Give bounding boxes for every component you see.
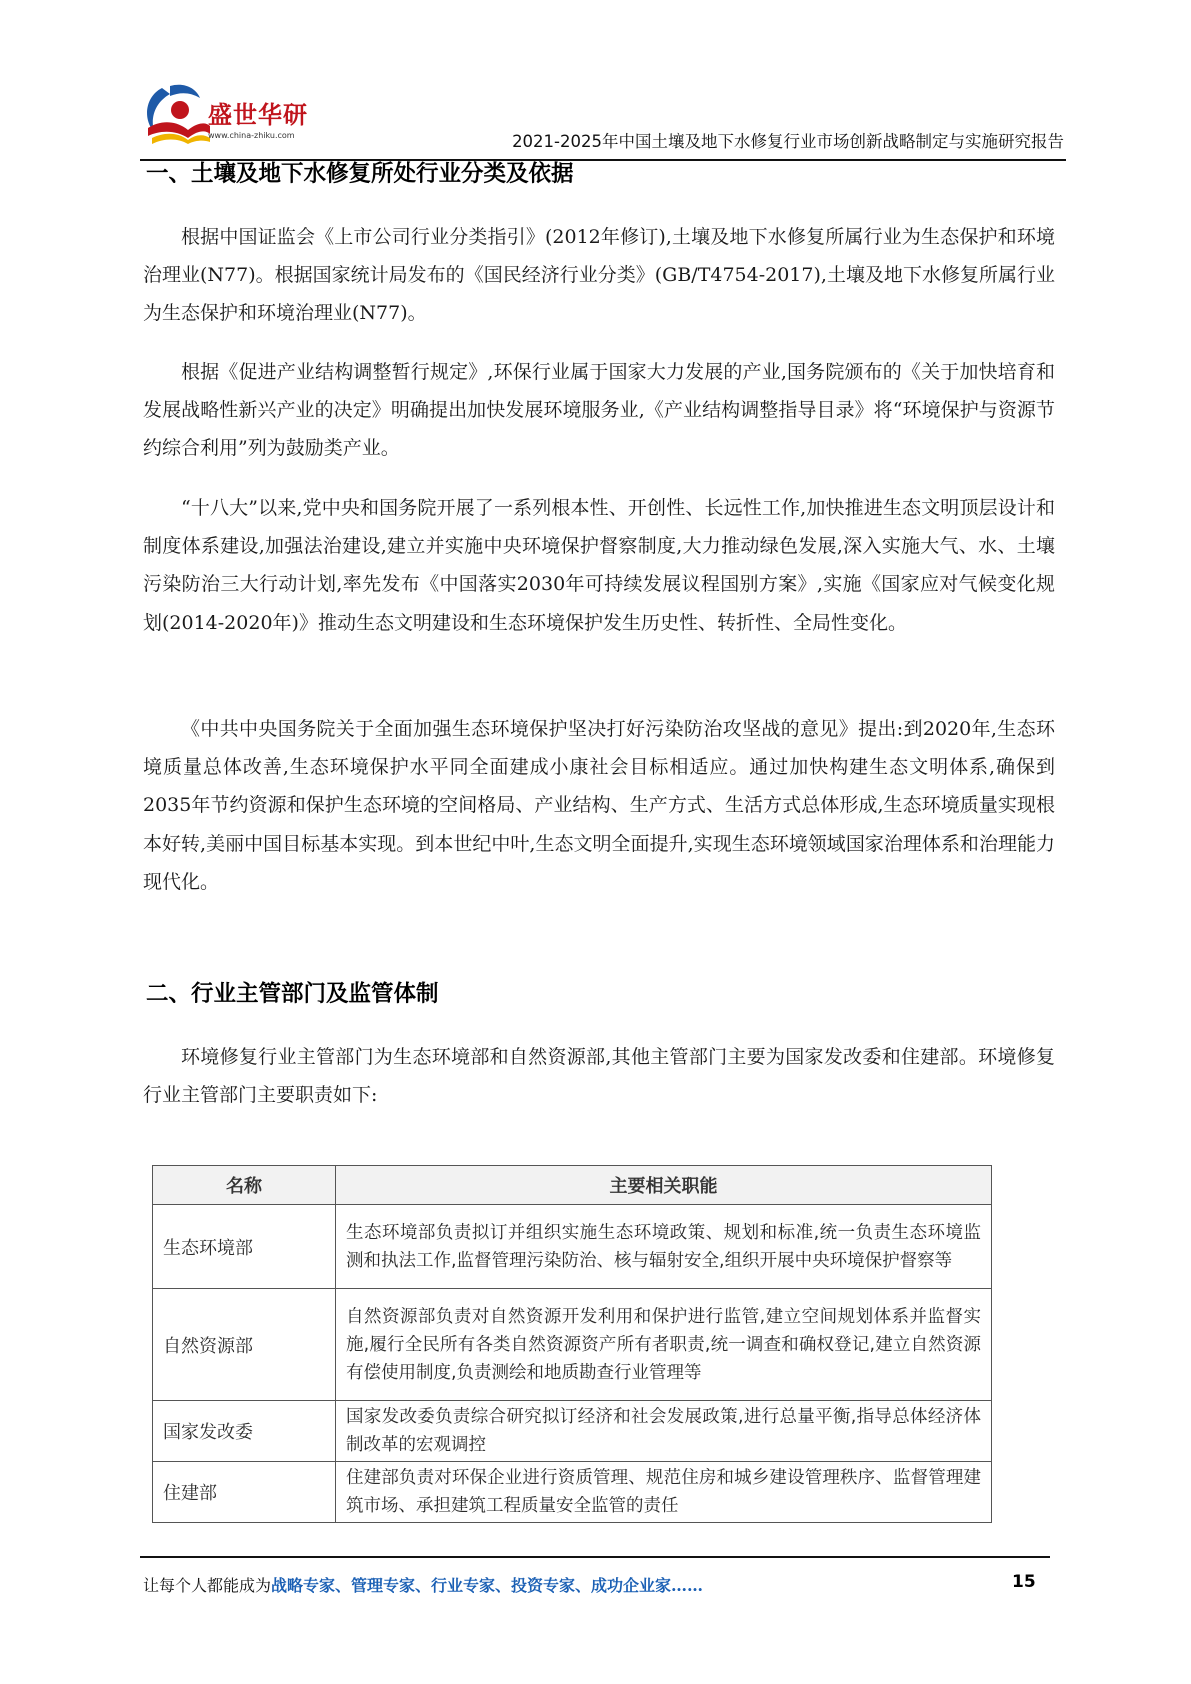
department-name: 生态环境部	[153, 1205, 336, 1289]
footer-slogan	[143, 1573, 703, 1596]
department-name: 住建部	[153, 1462, 336, 1523]
section-1-paragraph-3: “十八大”以来,党中央和国务院开展了一系列根本性、开创性、长远性工作,加快推进生态文明顶层设计和制度体系建设,加强法治建设,建立并实施中央环境保护督察制度,大力推动绿色发展,深入实施大气、水、土壤污染防治三大行动计划,率先发布《中国落实2030年可持续发展议程国别方案》,实施《国家应对气候变化规划(2014-2020年)》推动生态文明建设和生态环境保护发生历史性、转折性、全局性变化。	[143, 497, 1055, 634]
table-row	[153, 1401, 992, 1462]
section-1-paragraph-4: 《中共中央国务院关于全面加强生态环境保护坚决打好污染防治攻坚战的意见》提出:到2020年,生态环境质量总体改善,生态环境保护水平同全面建成小康社会目标相适应。通过加快构建生态文明体系,确保到2035年节约资源和保护生态环境的空间格局、产业结构、生产方式、生活方式总体形成,生态环境质量实现根本好转,美丽中国目标基本实现。到本世纪中叶,生态文明全面提升,实现生态环境领域国家治理体系和治理能力现代化。	[143, 718, 1055, 893]
table-header-name: 名称	[153, 1166, 336, 1205]
logo-name: 盛世华研	[208, 101, 308, 129]
table-row	[153, 1205, 992, 1289]
slogan-prefix: 让每个人都能成为	[143, 1576, 272, 1595]
report-title: 2021-2025年中国土壤及地下水修复行业市场创新战略制定与实施研究报告	[512, 132, 1064, 151]
department-duty: 住建部负责对环保企业进行资质管理、规范住房和城乡建设管理秩序、监督管理建筑市场、承担建筑工程质量安全监管的责任	[336, 1462, 992, 1523]
department-duty: 生态环境部负责拟订并组织实施生态环境政策、规划和标准,统一负责生态环境监测和执法工作,监督管理污染防治、核与辐射安全,组织开展中央环境保护督察等	[336, 1205, 992, 1289]
page-number: 15	[1012, 1572, 1036, 1592]
footer-divider	[140, 1556, 1050, 1558]
slogan-highlight: 战略专家、管理专家、行业专家、投资专家、成功企业家……	[271, 1576, 704, 1595]
department-name: 国家发改委	[153, 1401, 336, 1462]
section-2-paragraph-1: 环境修复行业主管部门为生态环境部和自然资源部,其他主管部门主要为国家发改委和住建部。环境修复行业主管部门主要职责如下:	[143, 1046, 1055, 1107]
department-duty: 自然资源部负责对自然资源开发利用和保护进行监管,建立空间规划体系并监督实施,履行全民所有各类自然资源资产所有者职责,统一调查和确权登记,建立自然资源有偿使用制度,负责测绘和地质勘查行业管理等	[336, 1289, 992, 1401]
department-duty-table	[152, 1165, 992, 1523]
section-1-paragraph-1: 根据中国证监会《上市公司行业分类指引》(2012年修订),土壤及地下水修复所属行业为生态保护和环境治理业(N77)。根据国家统计局发布的《国民经济行业分类》(GB/T4754-2017),土壤及地下水修复所属行业为生态保护和环境治理业(N77)。	[143, 226, 1055, 325]
logo-url: www.china-zhiku.com	[208, 131, 295, 140]
table-row	[153, 1289, 992, 1401]
section-1-heading: 一、土壤及地下水修复所处行业分类及依据	[146, 161, 574, 187]
department-duty: 国家发改委负责综合研究拟订经济和社会发展政策,进行总量平衡,指导总体经济体制改革的宏观调控	[336, 1401, 992, 1462]
table-row	[153, 1462, 992, 1523]
section-1-paragraph-2: 根据《促进产业结构调整暂行规定》,环保行业属于国家大力发展的产业,国务院颁布的《关于加快培育和发展战略性新兴产业的决定》明确提出加快发展环境服务业,《产业结构调整指导目录》将“环境保护与资源节约综合利用”列为鼓励类产业。	[143, 361, 1055, 460]
table-header-row	[153, 1166, 992, 1205]
section-2-heading: 二、行业主管部门及监管体制	[146, 981, 439, 1007]
table-header-duty: 主要相关职能	[336, 1166, 992, 1205]
department-name: 自然资源部	[153, 1289, 336, 1401]
